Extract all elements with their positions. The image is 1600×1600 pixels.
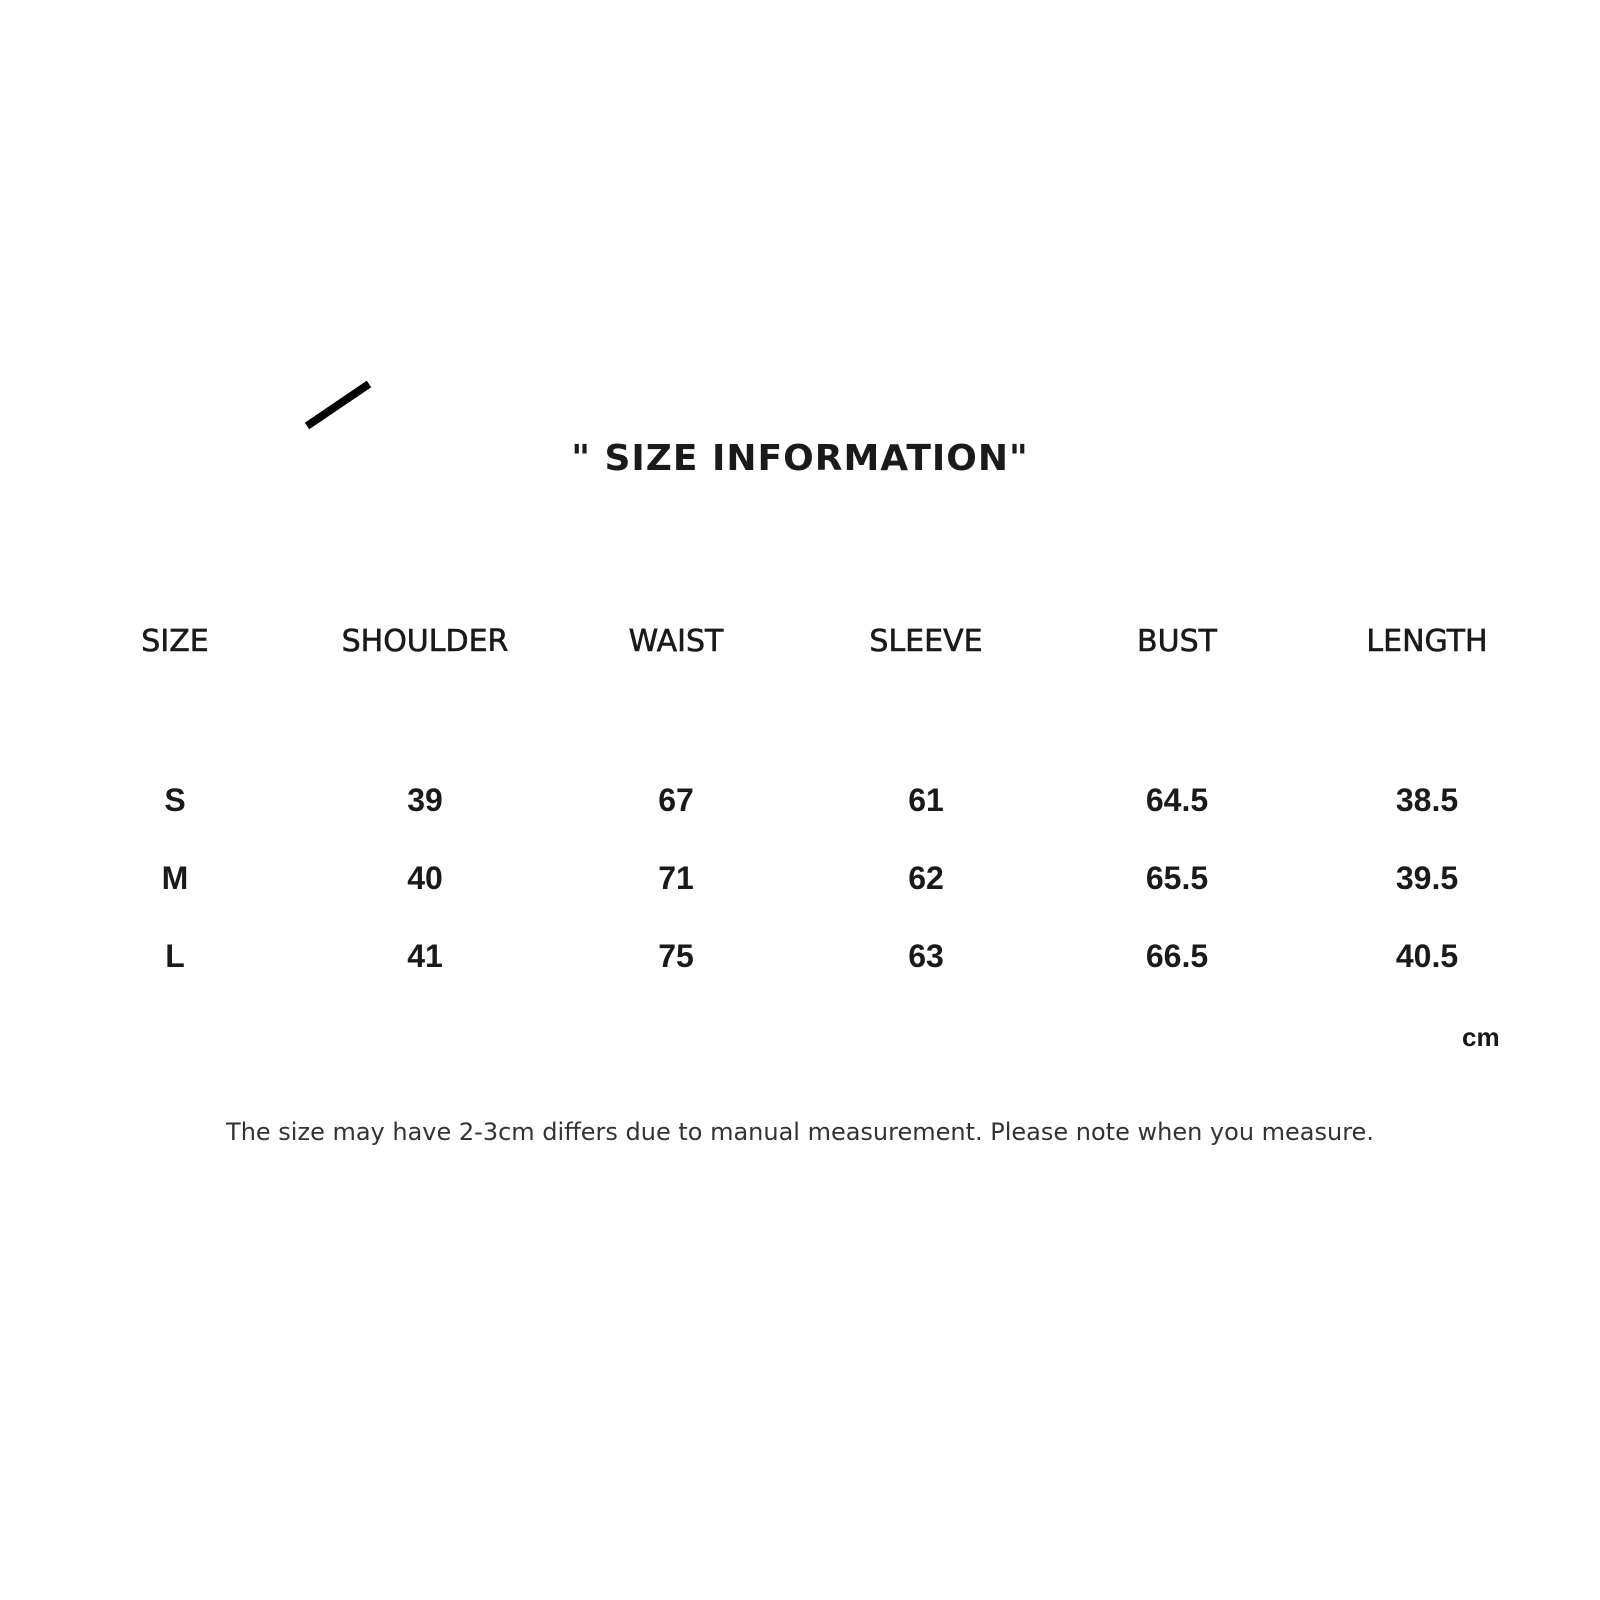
- table-cell-bust: 66.5: [1145, 938, 1209, 974]
- decorative-slash-icon: [303, 380, 373, 430]
- table-cell-shoulder: 40: [407, 860, 443, 896]
- table-row: [0, 860, 1600, 904]
- unit-label: cm: [1462, 1022, 1500, 1052]
- table-cell-sleeve: 63: [908, 938, 944, 974]
- table-row: [0, 938, 1600, 982]
- table-cell-length: 40.5: [1395, 938, 1459, 974]
- table-cell-sleeve: 61: [908, 782, 944, 818]
- column-header-bust: BUST: [1137, 624, 1217, 659]
- table-cell-length: 38.5: [1395, 782, 1459, 818]
- table-header-row: [0, 624, 1600, 668]
- table-cell-sleeve: 62: [908, 860, 944, 896]
- column-header-sleeve: SLEEVE: [869, 624, 983, 659]
- column-header-length: LENGTH: [1366, 624, 1488, 659]
- table-cell-waist: 67: [658, 782, 694, 818]
- table-cell-bust: 65.5: [1145, 860, 1209, 896]
- column-header-waist: WAIST: [628, 624, 724, 659]
- table-cell-size: S: [164, 782, 186, 818]
- table-cell-waist: 75: [658, 938, 694, 974]
- table-cell-length: 39.5: [1395, 860, 1459, 896]
- column-header-shoulder: SHOULDER: [341, 624, 509, 659]
- table-cell-bust: 64.5: [1145, 782, 1209, 818]
- table-cell-waist: 71: [658, 860, 694, 896]
- table-cell-size: L: [165, 938, 185, 974]
- page-title: " SIZE INFORMATION": [571, 438, 1029, 479]
- table-cell-shoulder: 41: [407, 938, 443, 974]
- measurement-note: The size may have 2-3cm differs due to manual measurement. Please note when you measure.: [226, 1118, 1374, 1146]
- column-header-size: SIZE: [141, 624, 209, 659]
- table-cell-shoulder: 39: [407, 782, 443, 818]
- table-row: [0, 782, 1600, 826]
- table-cell-size: M: [161, 860, 189, 896]
